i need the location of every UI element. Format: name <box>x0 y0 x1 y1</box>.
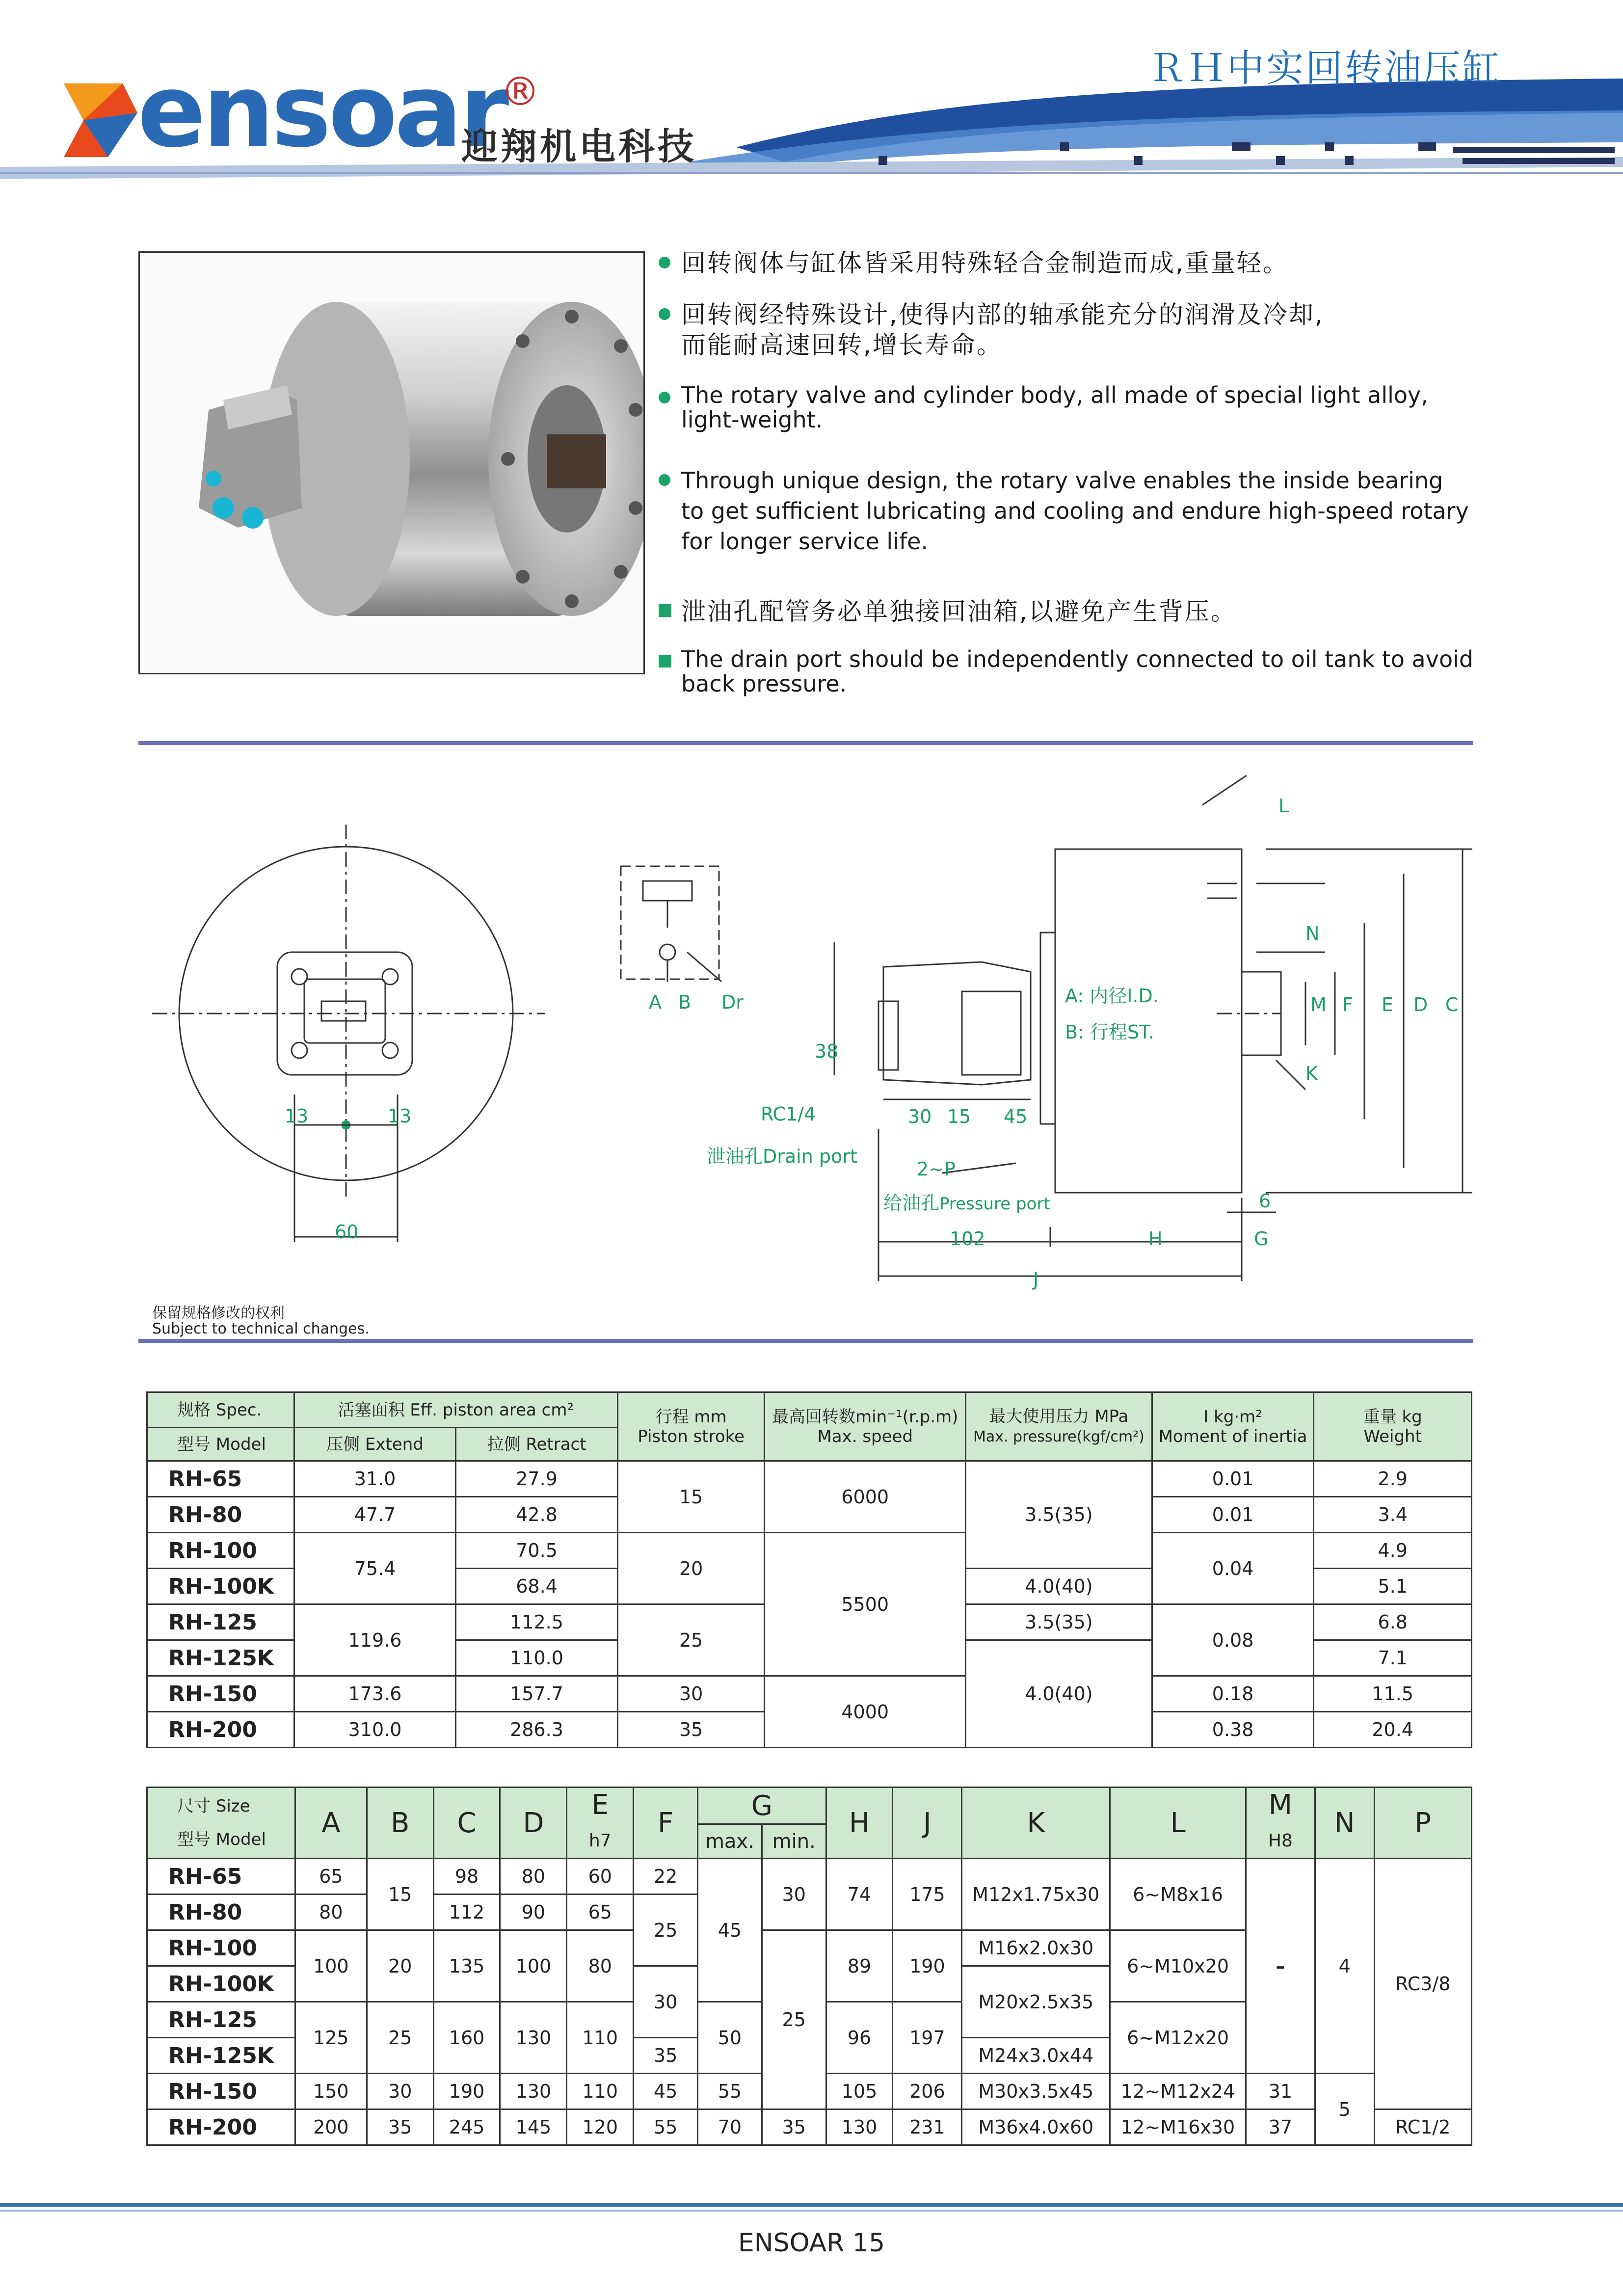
inertia-cell: 0.38 <box>1152 1712 1314 1748</box>
bullet-square-icon <box>659 604 671 617</box>
pressure-port-label: 给油孔Pressure port <box>883 1192 1050 1214</box>
c-cell: 98 <box>433 1859 500 1895</box>
header-pressure: 最大使用压力 MPa Max. pressure(kgf/cm²) <box>966 1392 1152 1461</box>
page-title: ＲＨ中实回转油压缸 <box>1148 46 1502 90</box>
k-cell: M30x3.5x45 <box>962 2074 1110 2109</box>
f-cell: 55 <box>634 2109 698 2145</box>
b-cell: 15 <box>367 1859 433 1930</box>
k-cell: M36x4.0x60 <box>962 2109 1110 2145</box>
inertia-cell: 0.18 <box>1152 1676 1314 1712</box>
bullet-dot-icon <box>659 257 670 268</box>
d-cell: 145 <box>500 2109 567 2145</box>
k-cell: M16x2.0x30 <box>962 1930 1110 1966</box>
footer-rule <box>0 2203 1623 2207</box>
model-cell: RH-150 <box>147 2074 295 2109</box>
col-h: H <box>826 1788 893 1859</box>
col-g-min: min. <box>762 1824 826 1859</box>
dim-60: 60 <box>335 1221 359 1243</box>
label-f: F <box>1342 994 1353 1015</box>
inertia-cell: 0.04 <box>1152 1533 1314 1604</box>
col-e: E h7 <box>567 1788 634 1859</box>
retract-cell: 286.3 <box>456 1712 618 1748</box>
f-cell: 25 <box>634 1895 698 1966</box>
speed-cell: 5500 <box>765 1533 966 1676</box>
h-cell: 130 <box>826 2109 893 2145</box>
header-inertia: I kg·m² Moment of inertia <box>1152 1392 1314 1461</box>
dim-13-left: 13 <box>285 1105 309 1127</box>
stroke-cell: 15 <box>617 1461 765 1533</box>
h-cell: 74 <box>826 1859 893 1930</box>
pressure-cell: 3.5(35) <box>966 1604 1152 1640</box>
two-p-label: 2~P <box>917 1158 956 1180</box>
spec-table <box>146 1391 1472 1748</box>
stroke-cell: 25 <box>617 1604 765 1676</box>
bullet-dot-icon <box>659 308 670 320</box>
col-p: P <box>1374 1788 1471 1859</box>
k-cell: M20x2.5x35 <box>962 1966 1110 2038</box>
header-piston-area: 活塞面积 Eff. piston area cm² <box>294 1392 617 1428</box>
k-cell: M24x3.0x44 <box>962 2038 1110 2074</box>
label-l: L <box>1278 795 1289 817</box>
dim-13-right: 13 <box>388 1105 412 1127</box>
e-cell: 110 <box>567 2074 634 2109</box>
feature-4: Through unique design, the rotary valve enables the inside bearing to get sufficient lubricating and cooling and endure high-speed rotary for longer service life. <box>681 465 1496 557</box>
model-cell: RH-200 <box>147 2109 295 2145</box>
col-l: L <box>1110 1788 1246 1859</box>
h-cell: 105 <box>826 2074 893 2109</box>
model-cell: RH-100 <box>147 1533 294 1569</box>
retract-cell: 27.9 <box>456 1461 618 1497</box>
j-cell: 197 <box>893 2002 962 2074</box>
label-d: D <box>1413 994 1428 1015</box>
model-cell: RH-125 <box>147 2002 295 2038</box>
dim-g: G <box>1254 1228 1269 1250</box>
weight-cell: 5.1 <box>1314 1569 1472 1604</box>
f-cell: 22 <box>634 1859 698 1895</box>
retract-cell: 110.0 <box>456 1640 618 1676</box>
dim-30: 30 <box>908 1106 932 1127</box>
b-cell: 35 <box>367 2109 433 2145</box>
extend-cell: 310.0 <box>294 1712 456 1748</box>
weight-cell: 4.9 <box>1314 1533 1472 1569</box>
model-cell: RH-80 <box>147 1895 295 1930</box>
b-cell: 30 <box>367 2074 433 2109</box>
d-cell: 130 <box>500 2074 567 2109</box>
col-a: A <box>295 1788 367 1859</box>
c-cell: 112 <box>433 1895 500 1930</box>
notice-cn: 保留规格修改的权利 <box>152 1305 285 1322</box>
col-n: N <box>1315 1788 1374 1859</box>
gmin-cell: 25 <box>762 1930 826 2109</box>
header-model: 型号 Model <box>147 1428 294 1461</box>
drain-port-label: 泄油孔Drain port <box>707 1146 857 1167</box>
p-cell: RC1/2 <box>1374 2109 1471 2145</box>
bullet-dot-icon <box>659 474 670 486</box>
m-cell: – <box>1246 1859 1315 2074</box>
header-stroke: 行程 mm Piston stroke <box>617 1392 765 1461</box>
speed-cell: 4000 <box>765 1676 966 1748</box>
model-cell: RH-125K <box>147 1640 294 1676</box>
gmax-cell: 70 <box>697 2109 762 2145</box>
product-photo <box>138 251 645 674</box>
l-cell: 6~M10x20 <box>1110 1930 1246 2002</box>
h-cell: 89 <box>826 1930 893 2002</box>
feature-1: 回转阀体与缸体皆采用特殊轻合金制造而成,重量轻。 <box>681 248 1496 278</box>
stroke-cell: 35 <box>617 1712 765 1748</box>
a-cell: 200 <box>295 2109 367 2145</box>
d-cell: 130 <box>500 2002 567 2074</box>
section-divider <box>138 741 1473 745</box>
model-cell: RH-150 <box>147 1676 294 1712</box>
label-m: M <box>1310 994 1327 1015</box>
feature-5: 泄油孔配管务必单独接回油箱,以避免产生背压。 <box>681 596 1496 627</box>
j-cell: 231 <box>893 2109 962 2145</box>
dim-6: 6 <box>1259 1190 1271 1212</box>
l-cell: 6~M8x16 <box>1110 1859 1246 1930</box>
gmin-cell: 30 <box>762 1859 826 1930</box>
a-cell: 150 <box>295 2074 367 2109</box>
model-cell: RH-65 <box>147 1461 294 1497</box>
e-cell: 65 <box>567 1895 634 1930</box>
weight-cell: 6.8 <box>1314 1604 1472 1640</box>
retract-cell: 157.7 <box>456 1676 618 1712</box>
pressure-cell: 4.0(40) <box>966 1640 1152 1748</box>
d-cell: 80 <box>500 1859 567 1895</box>
l-cell: 12~M12x24 <box>1110 2074 1246 2109</box>
label-k: K <box>1305 1063 1318 1084</box>
label-c: C <box>1445 994 1459 1015</box>
col-b: B <box>367 1788 433 1859</box>
col-f: F <box>634 1788 698 1859</box>
col-j: J <box>893 1788 962 1859</box>
inertia-cell: 0.01 <box>1152 1497 1314 1533</box>
e-cell: 80 <box>567 1930 634 2002</box>
a-cell: 125 <box>295 2002 367 2074</box>
j-cell: 190 <box>893 1930 962 2002</box>
brand-chinese-name: 迎翔机电科技 <box>461 126 697 168</box>
note-stroke: B: 行程ST. <box>1065 1021 1154 1043</box>
p-cell: RC3/8 <box>1374 1859 1471 2109</box>
bullet-square-icon <box>659 655 671 667</box>
j-cell: 206 <box>893 2074 962 2109</box>
header-retract: 拉侧 Retract <box>456 1428 618 1461</box>
extend-cell: 75.4 <box>294 1533 456 1604</box>
model-cell: RH-125K <box>147 2038 295 2074</box>
port-dr-label: Dr <box>721 991 744 1013</box>
gmax-cell: 55 <box>697 2074 762 2109</box>
registered-mark: ® <box>501 69 540 114</box>
pressure-cell: 3.5(35) <box>966 1461 1152 1569</box>
header-size-model: 尺寸 Size 型号 Model <box>147 1788 295 1859</box>
col-d: D <box>500 1788 567 1859</box>
feature-6: The drain port should be independently connected to oil tank to avoid back pressure. <box>681 647 1496 696</box>
e-cell: 60 <box>567 1859 634 1895</box>
model-cell: RH-200 <box>147 1712 294 1748</box>
inertia-cell: 0.01 <box>1152 1461 1314 1497</box>
feature-3: The rotary valve and cylinder body, all made of special light alloy, light-weight. <box>681 383 1496 432</box>
h-cell: 96 <box>826 2002 893 2074</box>
j-cell: 175 <box>893 1859 962 1930</box>
col-m: M H8 <box>1246 1788 1315 1859</box>
stroke-cell: 30 <box>617 1676 765 1712</box>
inertia-cell: 0.08 <box>1152 1604 1314 1676</box>
weight-cell: 7.1 <box>1314 1640 1472 1676</box>
note-id: A: 内径I.D. <box>1065 985 1159 1007</box>
retract-cell: 42.8 <box>456 1497 618 1533</box>
label-n: N <box>1305 923 1320 944</box>
model-cell: RH-100 <box>147 1930 295 1966</box>
l-cell: 12~M16x30 <box>1110 2109 1246 2145</box>
e-cell: 110 <box>567 2002 634 2074</box>
d-cell: 100 <box>500 1930 567 2002</box>
retract-cell: 68.4 <box>456 1569 618 1604</box>
extend-cell: 31.0 <box>294 1461 456 1497</box>
c-cell: 245 <box>433 2109 500 2145</box>
l-cell: 6~M12x20 <box>1110 2002 1246 2074</box>
cylinder-image <box>140 253 643 673</box>
dim-j: J <box>1033 1269 1039 1290</box>
port-a-label: A <box>649 991 662 1013</box>
n-cell: 4 <box>1315 1859 1374 2074</box>
gmax-cell: 50 <box>697 2002 762 2074</box>
dim-102: 102 <box>950 1228 985 1250</box>
dim-h: H <box>1148 1228 1163 1250</box>
col-k: K <box>962 1788 1110 1859</box>
model-cell: RH-80 <box>147 1497 294 1533</box>
c-cell: 135 <box>433 1930 500 2002</box>
port-b-label: B <box>678 991 692 1013</box>
size-table <box>146 1787 1472 2146</box>
stroke-cell: 20 <box>617 1533 765 1604</box>
model-cell: RH-100K <box>147 1569 294 1604</box>
col-c: C <box>433 1788 500 1859</box>
weight-cell: 11.5 <box>1314 1676 1472 1712</box>
header-speed: 最高回转数min⁻¹(r.p.m) Max. speed <box>765 1392 966 1461</box>
weight-cell: 20.4 <box>1314 1712 1472 1748</box>
retract-cell: 70.5 <box>456 1533 618 1569</box>
m-cell: 31 <box>1246 2074 1315 2109</box>
extend-cell: 119.6 <box>294 1604 456 1676</box>
notice-en: Subject to technical changes. <box>152 1320 370 1337</box>
logo-mark <box>64 83 137 157</box>
bullet-dot-icon <box>659 392 670 403</box>
k-cell: M12x1.75x30 <box>962 1859 1110 1930</box>
weight-cell: 3.4 <box>1314 1497 1472 1533</box>
label-e: E <box>1382 994 1394 1015</box>
retract-cell: 112.5 <box>456 1604 618 1640</box>
dim-15: 15 <box>947 1106 971 1127</box>
brand-logo-text: ensoar <box>137 53 506 170</box>
f-cell: 45 <box>634 2074 698 2109</box>
col-g-max: max. <box>697 1824 762 1859</box>
m-cell: 37 <box>1246 2109 1315 2145</box>
a-cell: 100 <box>295 1930 367 2002</box>
a-cell: 80 <box>295 1895 367 1930</box>
header-spec: 规格 Spec. <box>147 1392 294 1428</box>
a-cell: 65 <box>295 1859 367 1895</box>
c-cell: 190 <box>433 2074 500 2109</box>
b-cell: 20 <box>367 1930 433 2002</box>
dim-45: 45 <box>1004 1106 1028 1127</box>
page-footer: ENSOAR 15 <box>738 2228 885 2258</box>
model-cell: RH-65 <box>147 1859 295 1895</box>
gmin-cell: 35 <box>762 2109 826 2145</box>
rc14-label: RC1/4 <box>761 1103 816 1125</box>
d-cell: 90 <box>500 1895 567 1930</box>
f-cell: 35 <box>634 2038 698 2074</box>
header-extend: 压侧 Extend <box>294 1428 456 1461</box>
header-weight: 重量 kg Weight <box>1314 1392 1472 1461</box>
technical-drawing <box>0 756 1623 1310</box>
section-divider <box>138 1339 1473 1343</box>
feature-2: 回转阀经特殊设计,使得内部的轴承能充分的润滑及冷却, 而能耐高速回转,增长寿命。 <box>681 299 1496 360</box>
gmax-cell: 45 <box>697 1859 762 2002</box>
c-cell: 160 <box>433 2002 500 2074</box>
weight-cell: 2.9 <box>1314 1461 1472 1497</box>
pressure-cell: 4.0(40) <box>966 1569 1152 1604</box>
n-cell: 5 <box>1315 2074 1374 2145</box>
b-cell: 25 <box>367 2002 433 2074</box>
speed-cell: 6000 <box>765 1461 966 1533</box>
footer-rule-thin <box>0 2210 1623 2212</box>
col-g: G <box>697 1788 826 1824</box>
e-cell: 120 <box>567 2109 634 2145</box>
extend-cell: 47.7 <box>294 1497 456 1533</box>
model-cell: RH-125 <box>147 1604 294 1640</box>
extend-cell: 173.6 <box>294 1676 456 1712</box>
f-cell: 30 <box>634 1966 698 2038</box>
model-cell: RH-100K <box>147 1966 295 2002</box>
dim-38: 38 <box>815 1041 839 1062</box>
